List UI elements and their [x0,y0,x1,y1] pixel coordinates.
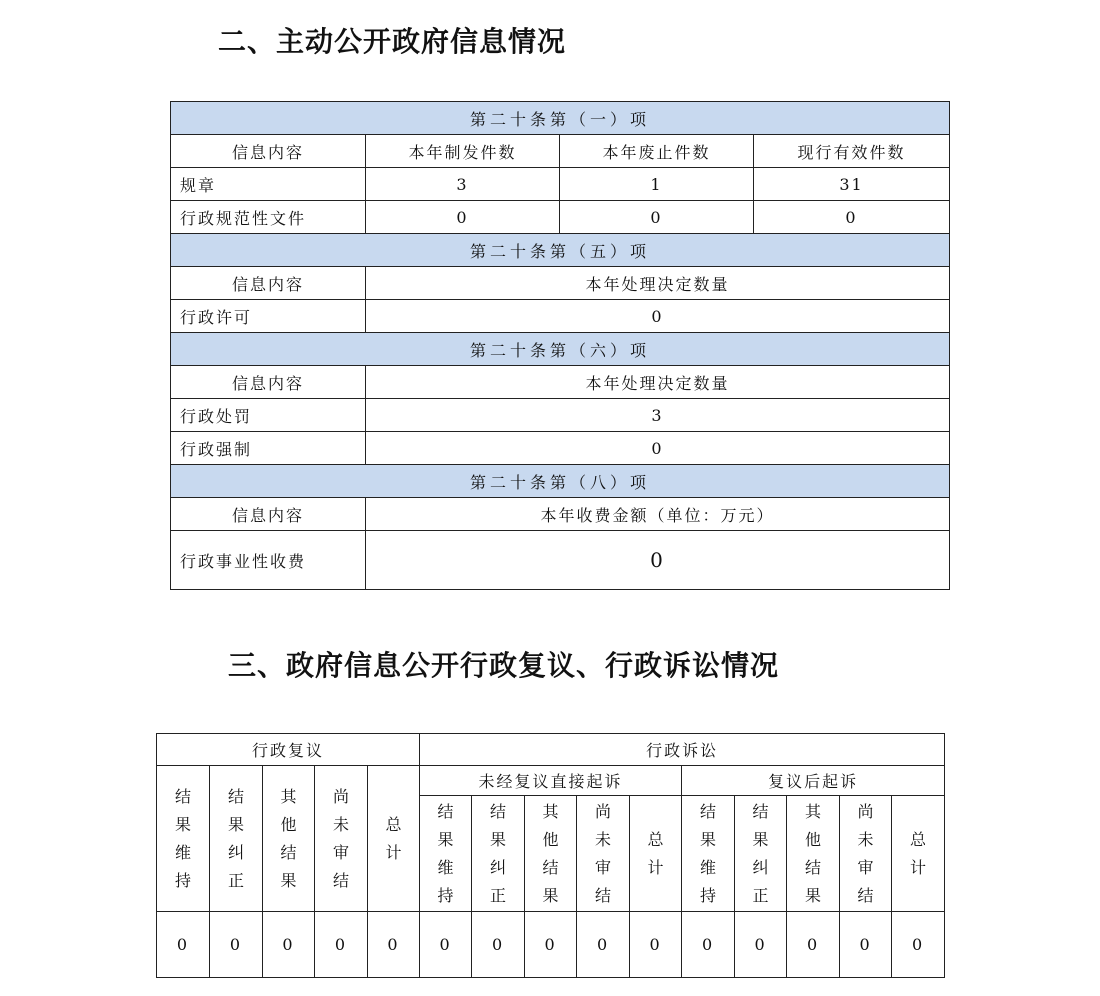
row-label: 行政事业性收费 [171,531,366,590]
column-header: 结果维持 [157,766,210,912]
section-title: 第二十条第（八）项 [171,465,950,498]
subgroup-header-direct: 未经复议直接起诉 [420,766,682,796]
header-row [171,498,950,531]
table-cell: 0 [630,912,682,978]
section-3-heading: 三、政府信息公开行政复议、行政诉讼情况 [228,649,780,682]
table-cell: 0 [892,912,945,978]
table-row [171,399,950,432]
table-row [171,300,950,333]
subgroup-header-row [157,766,945,796]
column-header: 信息内容 [171,498,366,531]
table-cell: 0 [210,912,263,978]
section-row-item-8 [171,465,950,498]
column-header: 总计 [892,796,945,912]
header-row [171,135,950,168]
section-row-item-1 [171,102,950,135]
proactive-disclosure-table [170,101,950,590]
table-cell: 31 [754,168,950,201]
table-cell: 0 [263,912,315,978]
section-title: 第二十条第（五）项 [171,234,950,267]
table-cell: 0 [366,531,950,590]
table-row [171,432,950,465]
column-header: 本年制发件数 [366,135,560,168]
table-cell: 0 [472,912,525,978]
row-label: 行政处罚 [171,399,366,432]
section-title: 第二十条第（六）项 [171,333,950,366]
table-cell: 3 [366,399,950,432]
table-cell: 0 [315,912,368,978]
section-row-item-6 [171,333,950,366]
table-cell: 0 [787,912,840,978]
table-cell: 0 [366,201,560,234]
table-cell: 0 [840,912,892,978]
subgroup-header-after: 复议后起诉 [682,766,945,796]
section-title: 第二十条第（一）项 [171,102,950,135]
table-cell: 0 [735,912,787,978]
section-row-item-5 [171,234,950,267]
column-header: 结果维持 [682,796,735,912]
column-header: 本年废止件数 [560,135,754,168]
table-cell: 1 [560,168,754,201]
table-row [171,201,950,234]
column-header: 本年处理决定数量 [366,267,950,300]
section-2-heading: 二、主动公开政府信息情况 [218,25,567,58]
table-cell: 0 [366,432,950,465]
group-header-review: 行政复议 [157,734,420,766]
column-header: 现行有效件数 [754,135,950,168]
values-row [157,912,945,978]
table-row [171,168,950,201]
column-header: 总计 [630,796,682,912]
column-header: 其他结果 [263,766,315,912]
row-label: 行政许可 [171,300,366,333]
column-header: 尚未审结 [315,766,368,912]
table-cell: 3 [366,168,560,201]
table-cell: 0 [157,912,210,978]
column-header: 本年处理决定数量 [366,366,950,399]
row-label: 行政规范性文件 [171,201,366,234]
column-header: 其他结果 [787,796,840,912]
review-litigation-table [156,733,945,978]
group-header-row [157,734,945,766]
column-header: 本年收费金额（单位：万元） [366,498,950,531]
table-row [171,531,950,590]
header-row [171,366,950,399]
column-header: 信息内容 [171,135,366,168]
row-label: 规章 [171,168,366,201]
column-header: 总计 [368,766,420,912]
column-header: 信息内容 [171,267,366,300]
row-label: 行政强制 [171,432,366,465]
table-cell: 0 [577,912,630,978]
table-cell: 0 [366,300,950,333]
column-header: 结果纠正 [735,796,787,912]
column-header: 结果纠正 [472,796,525,912]
table-cell: 0 [420,912,472,978]
column-header: 尚未审结 [577,796,630,912]
column-header: 信息内容 [171,366,366,399]
table-cell: 0 [368,912,420,978]
column-header: 尚未审结 [840,796,892,912]
column-header: 结果维持 [420,796,472,912]
table-cell: 0 [525,912,577,978]
group-header-litigation: 行政诉讼 [420,734,945,766]
table-cell: 0 [754,201,950,234]
column-header: 其他结果 [525,796,577,912]
table-cell: 0 [560,201,754,234]
header-row [171,267,950,300]
table-cell: 0 [682,912,735,978]
column-header: 结果纠正 [210,766,263,912]
